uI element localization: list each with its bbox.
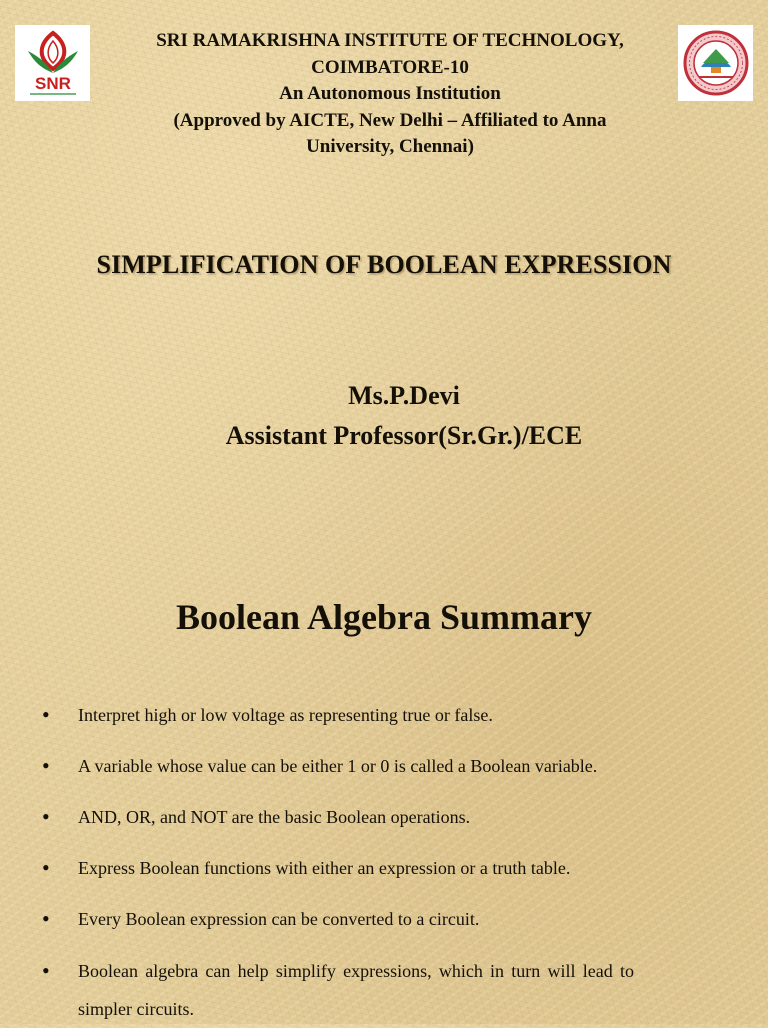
title-slide	[0, 0, 768, 512]
bullet-text: Boolean algebra can help simplify expressions, which in turn will lead to simpler circuits.	[78, 961, 634, 1019]
author-name: Ms.P.Devi	[348, 381, 460, 410]
snr-logo	[15, 25, 90, 101]
list-item	[38, 702, 738, 753]
bullet-text: A variable whose value can be either 1 or 0 is called a Boolean variable.	[78, 756, 598, 776]
snr-logo-text: SNR	[34, 74, 71, 93]
snr-logo-icon	[18, 27, 88, 99]
summary-slide	[0, 512, 768, 1024]
presentation-title: SIMPLIFICATION OF BOOLEAN EXPRESSION	[96, 250, 672, 279]
institution-approval-line2: University, Chennai)	[306, 136, 474, 157]
list-item	[38, 952, 738, 1028]
slide-title: Boolean Algebra Summary	[175, 597, 592, 637]
institution-name: SRI RAMAKRISHNA INSTITUTE OF TECHNOLOGY,	[156, 30, 624, 51]
bullet-text: Express Boolean functions with either an expression or a truth table.	[78, 858, 571, 878]
bullet-icon: •	[42, 753, 50, 778]
author-designation: Assistant Professor(Sr.Gr.)/ECE	[225, 421, 583, 450]
author-block	[40, 376, 768, 456]
institute-seal-icon	[681, 27, 751, 99]
institution-status: An Autonomous Institution	[279, 83, 501, 104]
institution-city: COIMBATORE-10	[311, 56, 469, 78]
list-item	[38, 906, 738, 957]
institution-approval-line1: (Approved by AICTE, New Delhi – Affiliated to Anna	[173, 109, 607, 131]
bullet-text: Every Boolean expression can be converted to a circuit.	[78, 909, 480, 929]
bullet-text: Interpret high or low voltage as representing true or false.	[78, 705, 493, 725]
bullet-icon: •	[42, 906, 50, 931]
bullet-list	[38, 702, 738, 1028]
bullet-icon: •	[42, 958, 50, 983]
bullet-icon: •	[42, 804, 50, 829]
institute-seal	[678, 25, 753, 101]
list-item	[38, 855, 738, 906]
list-item	[38, 753, 738, 804]
bullet-icon: •	[42, 855, 50, 880]
bullet-text: AND, OR, and NOT are the basic Boolean operations.	[78, 807, 471, 827]
institution-header	[100, 28, 680, 161]
list-item	[38, 804, 738, 855]
bullet-icon: •	[42, 702, 50, 727]
